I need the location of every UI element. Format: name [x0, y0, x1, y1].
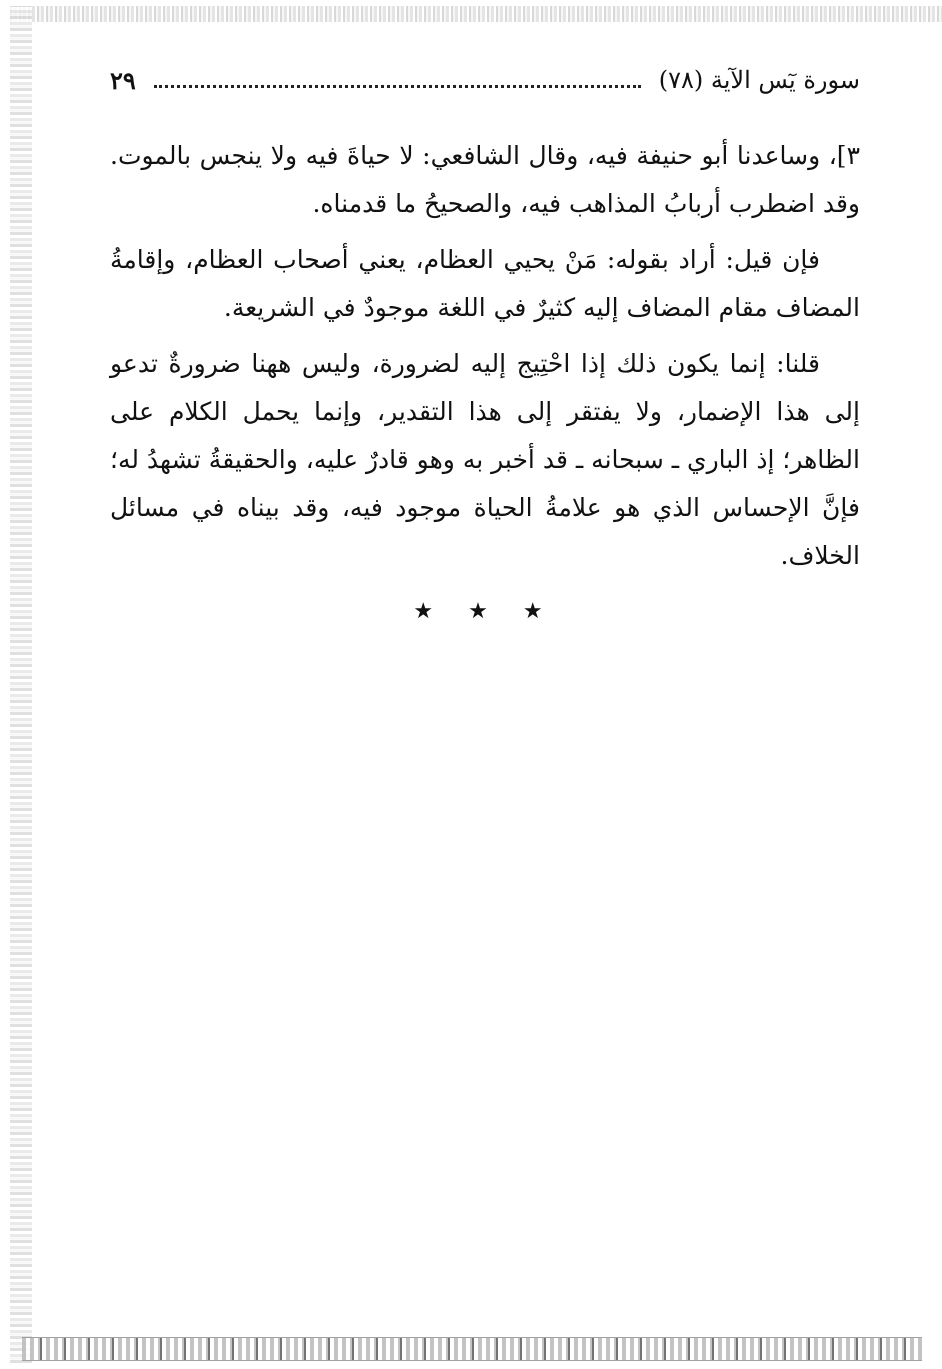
- paragraph: فإن قيل: أراد بقوله: مَنْ يحيي العظام، يعني أصحاب العظام، وإقامةُ المضاف مقام المضاف إليه كثيرٌ في اللغة موجودٌ في الشريعة.: [110, 245, 860, 322]
- decorative-border-bottom: [22, 1337, 922, 1361]
- page-body: [110, 132, 860, 636]
- header-title: سورة يٓس الآية (٧٨): [658, 66, 860, 94]
- decorative-border-top: [10, 6, 942, 22]
- section-separator-stars: ★ ★ ★: [413, 599, 557, 624]
- header-dot-leader: [154, 85, 641, 88]
- paragraph: ٣]، وساعدنا أبو حنيفة فيه، وقال الشافعي: لا حياةَ فيه ولا ينجس بالموت. وقد اضطرب أربابُ المذاهب فيه، والصحيحُ ما قدمناه.: [110, 141, 860, 218]
- decorative-border-left: [10, 6, 32, 1363]
- paragraph: قلنا: إنما يكون ذلك إذا احْتِيج إليه لضرورة، وليس ههنا ضرورةٌ تدعو إلى هذا الإضمار، ولا يفتقر إلى هذا التقدير، وإنما يحمل الكلام على الظاهر؛ إذ الباري ـ سبحانه ـ قد أخبر به وهو قادرٌ عليه، والحقيقةُ تشهدُ له؛ فإنَّ الإحساس الذي هو علامةُ الحياة موجود فيه، وقد بيناه في مسائل الخلاف.: [110, 349, 860, 570]
- page-number: ٢٩: [110, 65, 136, 95]
- running-header: [110, 62, 860, 98]
